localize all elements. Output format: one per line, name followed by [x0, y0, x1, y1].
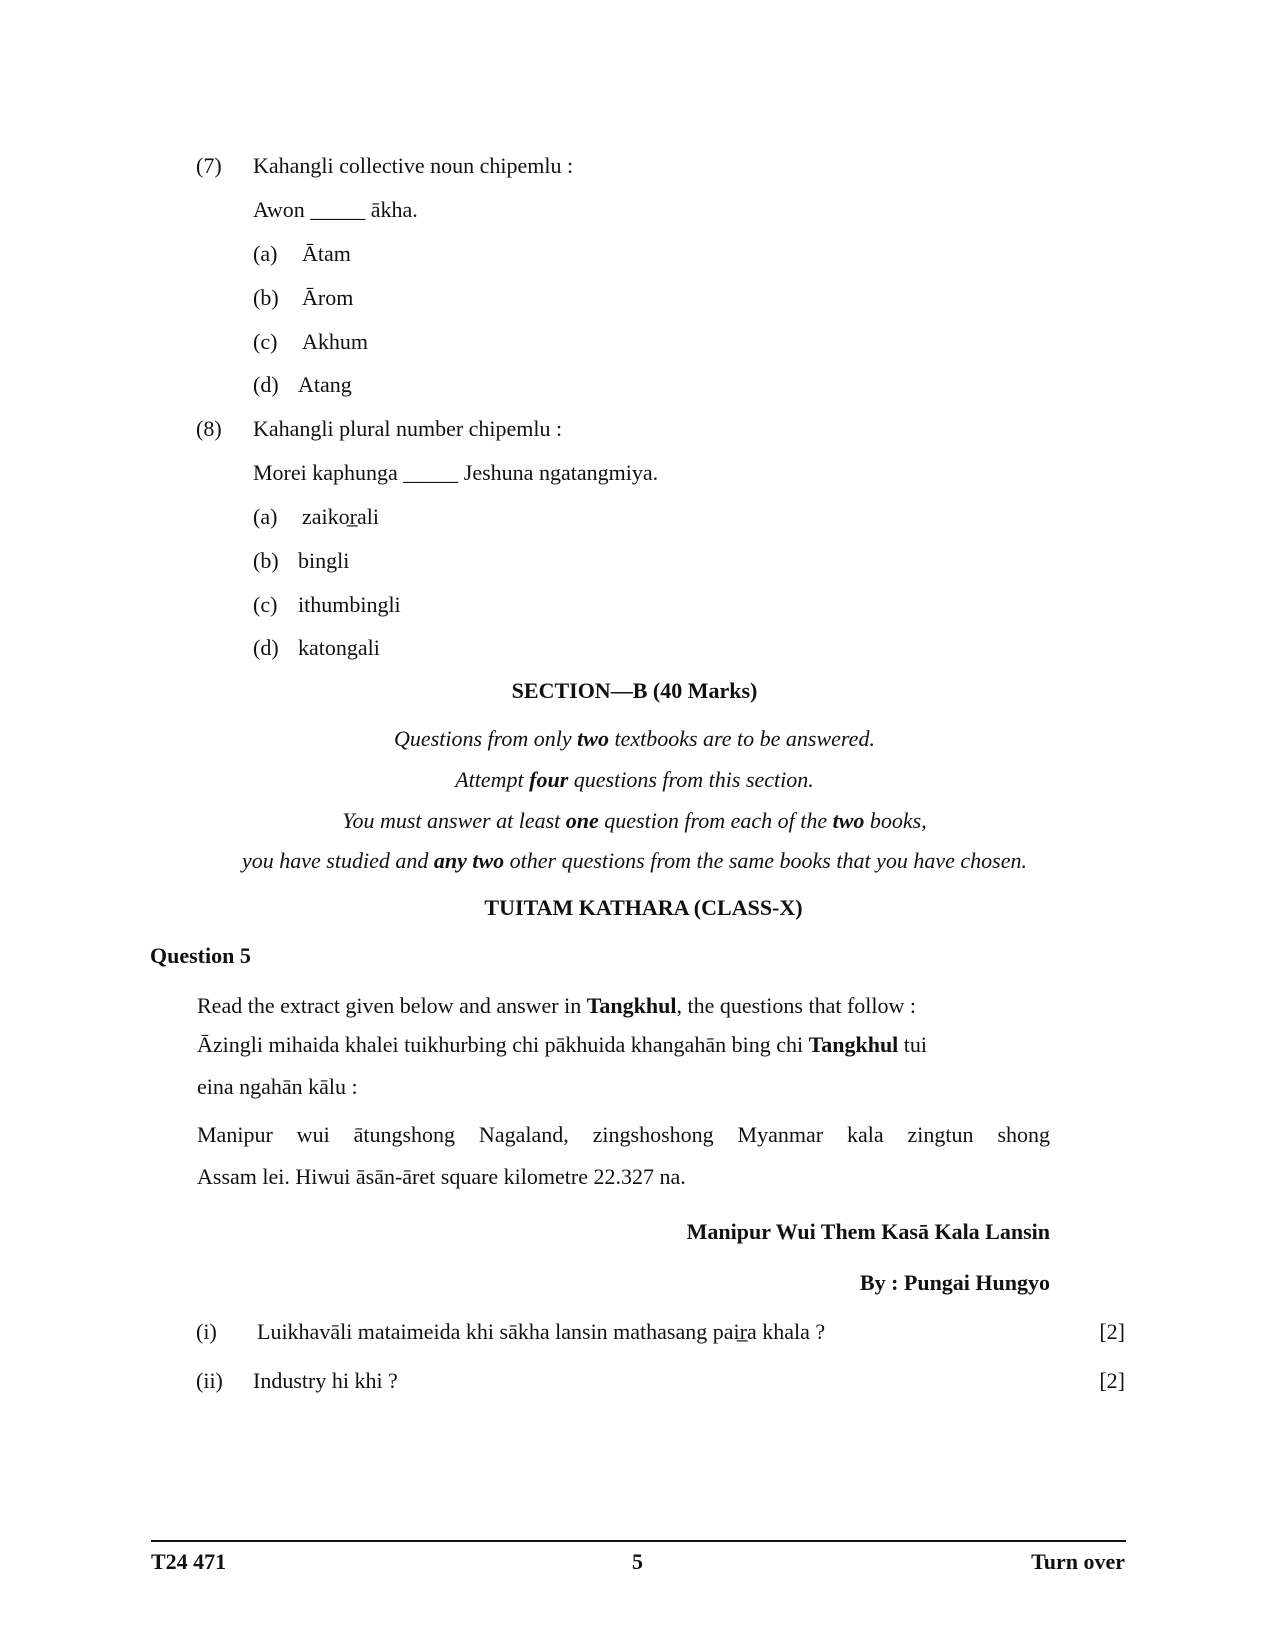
paper-code: T24 471: [151, 1549, 227, 1574]
question-heading: Question 5: [150, 943, 251, 968]
option-text: Atang: [298, 372, 352, 397]
question-intro: Āzingli mihaida khalei tuikhurbing chi pākhuida khangahān bing chi Tangkhul tui eina ngahān kālu :: [197, 1032, 928, 1099]
question-instruction: Read the extract given below and answer in Tangkhul, the questions that follow :: [197, 993, 916, 1018]
turn-over: Turn over: [1031, 1549, 1125, 1574]
marks: [2]: [1099, 1368, 1125, 1393]
subquestion-text: Luikhavāli mataimeida khi sākha lansin mathasang pair̲a khala ?: [257, 1319, 826, 1344]
option-label: (a): [253, 504, 278, 529]
option-label: (c): [253, 592, 278, 617]
section-heading: SECTION—B (40 Marks): [511, 678, 758, 703]
source-author: By : Pungai Hungyo: [859, 1270, 1050, 1295]
subquestion-number: (i): [196, 1319, 217, 1344]
option-text: Ārom: [302, 285, 354, 310]
option-label: (a): [253, 241, 278, 266]
extract-passage: Manipur wui ātungshong Nagaland, zingshoshong Myanmar kala zingtun shong Assam lei. Hiwui āsān-āret square kilometre 22.327 na.: [197, 1122, 1050, 1189]
question-number: (8): [196, 416, 222, 441]
option-text: zaikor̲ali: [302, 504, 379, 529]
option-label: (d): [253, 635, 279, 660]
question-number: (7): [196, 153, 222, 178]
subquestion-number: (ii): [196, 1368, 223, 1393]
instruction-line: Attempt four questions from this section.: [455, 767, 814, 792]
book-title: TUITAM KATHARA (CLASS-X): [484, 895, 803, 920]
option-label: (b): [253, 285, 279, 310]
option-text: ithumbingli: [298, 592, 401, 617]
instruction-line: you have studied and any two other questions from the same books that you have chosen.: [242, 848, 1027, 873]
question-sentence: Morei kaphunga _____ Jeshuna ngatangmiya.: [253, 460, 659, 485]
option-text: Akhum: [302, 329, 368, 354]
option-text: katongali: [298, 635, 380, 660]
subquestion-text: Industry hi khi ?: [253, 1368, 398, 1393]
option-text: bingli: [298, 548, 350, 573]
question-sentence: Awon _____ ākha.: [253, 197, 418, 222]
footer-rule: [151, 1540, 1126, 1542]
option-label: (d): [253, 372, 279, 397]
option-label: (b): [253, 548, 279, 573]
page-number: 5: [632, 1549, 643, 1574]
question-prompt: Kahangli collective noun chipemlu :: [253, 153, 574, 178]
instruction-line: You must answer at least one question from each of the two books,: [342, 808, 927, 833]
source-title: Manipur Wui Them Kasā Kala Lansin: [686, 1219, 1050, 1244]
option-text: Ātam: [302, 241, 351, 266]
instruction-line: Questions from only two textbooks are to be answered.: [394, 726, 875, 751]
question-prompt: Kahangli plural number chipemlu :: [253, 416, 563, 441]
option-label: (c): [253, 329, 278, 354]
marks: [2]: [1099, 1319, 1125, 1344]
